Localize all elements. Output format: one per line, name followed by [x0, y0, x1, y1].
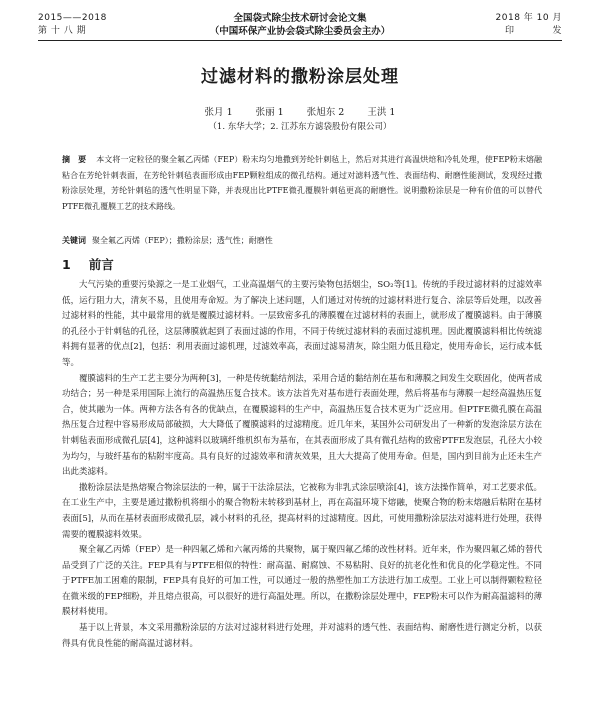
paper-title: 过滤材料的撒粉涂层处理 [201, 67, 399, 87]
author-1: 张月 1 [204, 107, 233, 118]
author-list [0, 104, 600, 118]
author-4: 王洪 1 [367, 107, 396, 118]
section-title: 前言 [88, 257, 114, 272]
section-number: 1 [62, 257, 71, 272]
keywords-label: 关键词 [62, 236, 86, 245]
header-proceedings-title: 全国袋式除尘技术研讨会论文集 [233, 13, 367, 24]
author-2: 张丽 1 [255, 107, 284, 118]
body-text [62, 278, 542, 652]
abstract-label: 摘 要 [62, 155, 87, 164]
header-organizer: （中国环保产业协会袋式除尘委员会主办） [209, 26, 391, 37]
header-left [38, 12, 107, 38]
header-date: 2018 年 10 月 [495, 13, 562, 23]
abstract [62, 152, 542, 214]
paragraph-4: 聚全氟乙丙烯（FEP）是一种四氟乙烯和六氟丙烯的共聚物，属于聚四氟乙烯的改性材料。近年来，作为聚四氟乙烯的替代品受到了广泛的关注。FEP具有与PTFE相似的特性：耐高温、耐腐蚀、不易粘附、良好的抗老化性和优良的化学稳定性。不同于PTFE加工困难的限制，FEP具有良好的可加工性，可以通过一般的热塑性加工方法进行加工成型。工业上可以制得颗粒粒径在微米级的FEP细粉，并且熔点很高，可以很好的进行高温处理。所以，在撒粉涂层处理中，FEP粉末可以作为耐高温滤料的薄膜材料使用。 [62, 545, 542, 618]
paragraph-5: 基于以上背景，本文采用撒粉涂层的方法对过滤材料进行处理，并对滤料的透气性、表面结构、耐磨性进行测定分析，以获得具有优良性能的耐高温过滤材料。 [62, 623, 542, 649]
header-center [188, 12, 412, 38]
page-header [38, 10, 562, 56]
header-printed: 印 发 [504, 26, 562, 36]
section-heading [62, 255, 114, 273]
header-issue: 第 十 八 期 [38, 26, 87, 36]
keywords-text: 聚全氟乙丙烯（FEP）；撒粉涂层；透气性；耐磨性 [92, 236, 273, 245]
header-right [496, 12, 562, 38]
header-rule [38, 40, 562, 41]
abstract-text: 本文将一定粒径的聚全氟乙丙烯（FEP）粉末均匀地撒到芳纶针刺毡上，然后对其进行高温烘焙和冷轧处理，使FEP粉末熔融粘合在芳纶针刺表面，在芳纶针刺毡表面形成由FEP颗粒组成的微孔结构。通过对滤料透气性、表面结构、耐磨性能测试，发现经过撒粉涂层处理，芳纶针刺毡的透气性明显下降，并表现出比PTFE微孔覆膜针刺毡更高的耐磨性。说明撒粉涂层是一种有价值的可以替代PTFE微孔覆膜工艺的技术路线。 [62, 155, 543, 211]
header-years: 2015——2018 [38, 13, 107, 23]
author-3: 张旭东 2 [306, 107, 345, 118]
keywords [62, 234, 542, 248]
paragraph-3: 撒粉涂层法是热熔聚合物涂层法的一种，属于干法涂层法，它被称为非乳式涂层喷涂[4]，该方法操作简单，对工艺要求低。在工业生产中，主要是通过撒粉机将细小的聚合物粉末转移到基材上，再在高温环境下熔融，使聚合物的粉末熔融后粘附在基材表面[5]，从而在基材表面形成微孔层，减小材料的孔径，提高材料的过滤精度。因此，可使用撒粉涂层法对滤料进行处理，获得需要的覆膜滤料效果。 [62, 482, 542, 540]
paragraph-1: 大气污染的重要污染源之一是工业烟气，工业高温烟气的主要污染物包括烟尘，SO₂等[1]。传统的手段过滤材料的过滤效率低，运行阻力大，清灰不易，且使用寿命短。为了解决上述问题，人们通过对传统的过滤材料进行复合、涂层等后处理，以改善过滤材料的性能，其中最常用的就是覆膜过滤材料。一层致密多孔的薄膜覆在过滤材料的表面上，就形成了覆膜滤料。由于薄膜的孔径小于针刺毡的孔径，这层薄膜就起到了表面过滤的作用，不同于传统过滤材料的表面过滤机理。因此覆膜滤料相比传统滤料拥有显著的优点[2]，包括：利用表面过滤机理，过滤效率高，表面过滤易清灰，除尘阻力低且稳定，使用寿命长，运行成本低等。 [62, 280, 542, 368]
affiliation: （1. 东华大学；2. 江苏东方滤袋股份有限公司） [208, 122, 392, 132]
paragraph-2: 覆膜滤料的生产工艺主要分为两种[3]，一种是传统黏结剂法，采用合适的黏结剂在基布和薄膜之间发生交联固化，使两者成功结合；另一种是采用国际上流行的高温热压复合技术。该方法首先对基布进行表面处理，然后将基布与薄膜一起经高温热压复合，使其融为一体。两种方法各有各的优缺点，在覆膜滤料的生产中，高温热压复合技术更为广泛应用。但PTFE微孔膜在高温热压复合过程中容易形成局部破损，大大降低了覆膜滤料的过滤精度。近几年来，某国外公司研发出了一种新的发泡涂层方法在针刺毡表面形成微孔层[4]，这种滤料以玻璃纤维机织布为基布，在其表面形成了具有微孔结构的致密PTFE发泡层，孔径大小较为均匀，与玻纤基布的粘附牢度高。具有良好的过滤效率和清灰效果，且大大提高了使用寿命。但是，国内到目前为止还未生产出此类滤料。 [62, 373, 542, 478]
